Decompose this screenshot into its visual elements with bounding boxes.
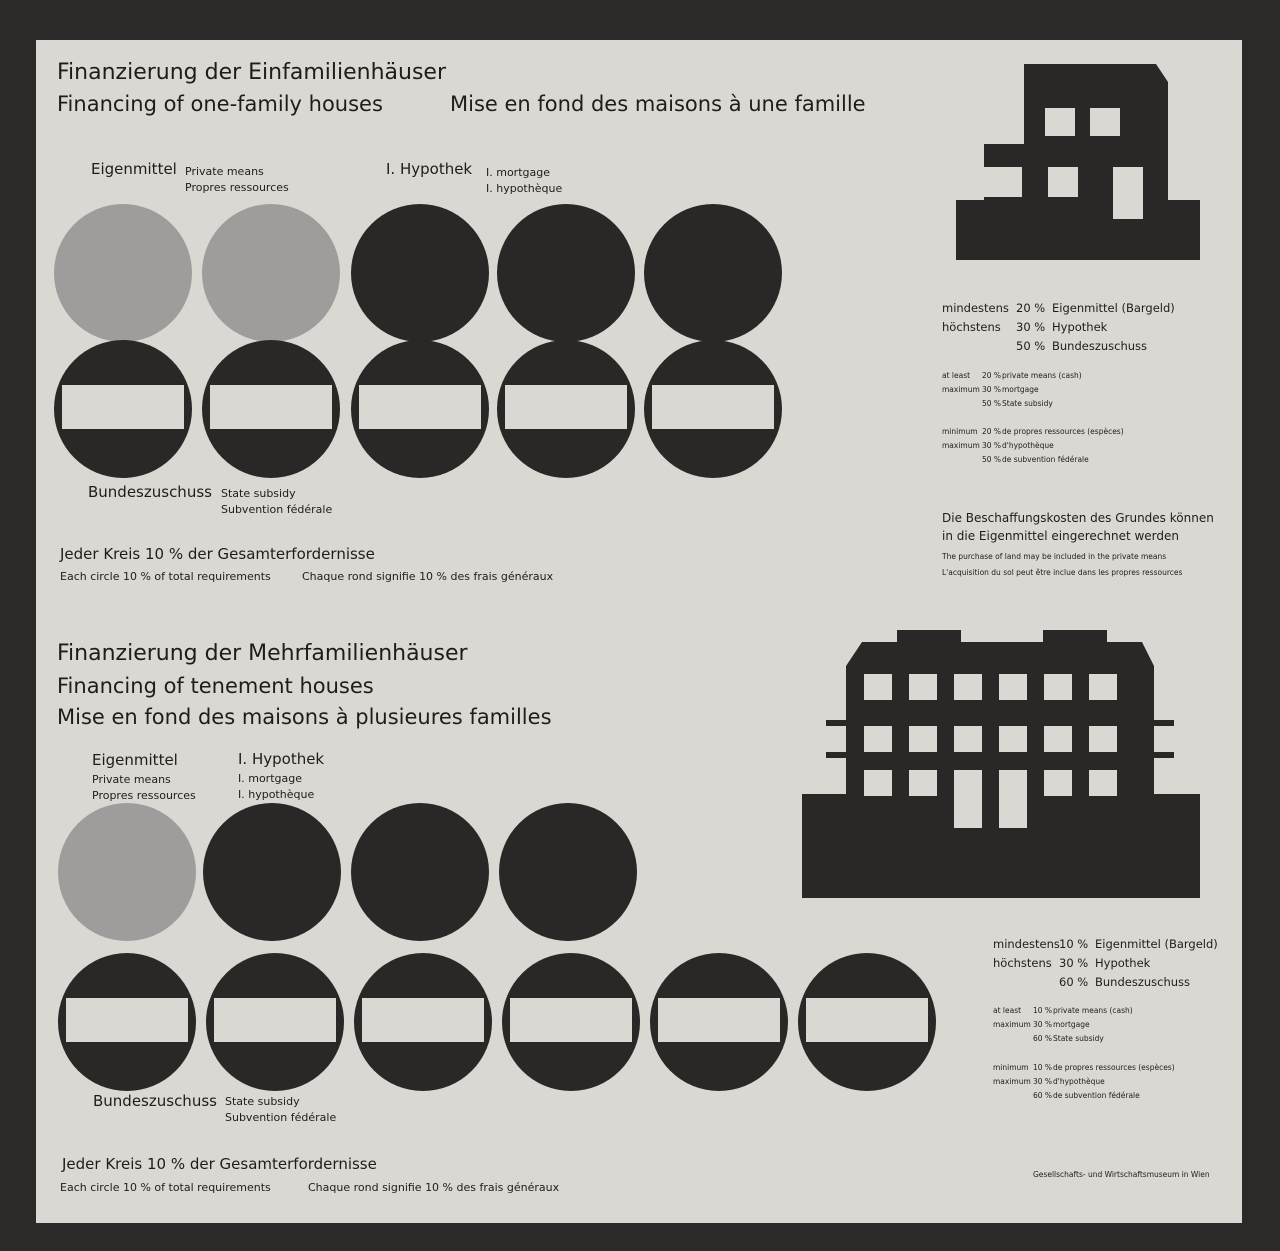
mortgage-circle	[203, 803, 341, 941]
section1-stat-fr-row	[942, 455, 1089, 464]
window-icon	[1089, 674, 1117, 700]
section1-stat-de-text: Bundeszuschuss	[1052, 339, 1148, 353]
section1-stat-de-row	[942, 320, 1107, 334]
section2-label-subsidy-de: Bundeszuschuss	[93, 1092, 217, 1110]
section2-footer-fr: Chaque rond signifie 10 % des frais généraux	[308, 1181, 560, 1194]
mortgage-circle	[351, 204, 489, 342]
section2-title-en: Financing of tenement houses	[57, 674, 374, 698]
section1-stat-de-row	[942, 301, 1175, 315]
mortgage-circle	[351, 803, 489, 941]
state-subsidy-circle	[502, 953, 640, 1091]
section2-stat-de-text: Eigenmittel (Bargeld)	[1095, 937, 1218, 951]
state-subsidy-circle	[354, 953, 492, 1091]
section1-stat-fr-label: maximum	[942, 441, 980, 450]
section2-stat-fr-label: maximum	[993, 1077, 1031, 1086]
section2-stat-de-row	[993, 956, 1150, 970]
window-icon	[1044, 770, 1072, 796]
section2-stat-fr-text: de propres ressources (espèces)	[1053, 1063, 1175, 1072]
section2-label-mortgage-fr: I. hypothèque	[238, 788, 315, 801]
window-icon	[864, 726, 892, 752]
section2-stat-en-row	[993, 1020, 1090, 1029]
window-icon	[909, 726, 937, 752]
section2-stat-fr-text: d'hypothèque	[1053, 1077, 1105, 1086]
section1-stat-en-percent: 50 %	[982, 399, 1002, 408]
section1-label-mortgage-de: I. Hypothek	[386, 160, 473, 178]
window-icon	[999, 674, 1027, 700]
mortgage-circle	[499, 803, 637, 941]
window-icon	[1044, 674, 1072, 700]
window-icon	[1044, 726, 1072, 752]
section2-stat-fr-text: de subvention fédérale	[1053, 1091, 1140, 1100]
section1-stat-fr-percent: 30 %	[982, 441, 1002, 450]
section1-title-en: Financing of one-family houses	[57, 92, 383, 116]
window-icon	[1089, 770, 1117, 796]
section1-stat-en-percent: 20 %	[982, 371, 1002, 380]
state-subsidy-circle	[644, 340, 782, 478]
window-icon	[954, 674, 982, 700]
private-means-circle	[202, 204, 340, 342]
section2-stat-en-text: State subsidy	[1053, 1034, 1104, 1043]
state-subsidy-circle	[202, 340, 340, 478]
section2-stat-fr-row	[993, 1077, 1105, 1086]
section2-stat-de-text: Bundeszuschuss	[1095, 975, 1191, 989]
section1-stat-fr-text: d'hypothèque	[1002, 441, 1054, 450]
section1-label-mortgage-en: I. mortgage	[486, 166, 550, 179]
section1-label-subsidy-de: Bundeszuschuss	[88, 483, 212, 501]
section2-stat-fr-percent: 60 %	[1033, 1091, 1053, 1100]
section2-title-de: Finanzierung der Mehrfamilienhäuser	[57, 641, 468, 666]
section2-stat-de-percent: 30 %	[1059, 956, 1089, 970]
state-subsidy-circle	[206, 953, 344, 1091]
section1-stat-en-label: at least	[942, 371, 971, 380]
section1-note-de-2: in die Eigenmittel eingerechnet werden	[942, 529, 1179, 543]
section1-stat-fr-row	[942, 441, 1054, 450]
section1-stat-en-text: private means (cash)	[1002, 371, 1082, 380]
section1-label-subsidy-fr: Subvention fédérale	[221, 503, 333, 516]
section2-label-private-de: Eigenmittel	[92, 751, 178, 769]
section2-footer-de: Jeder Kreis 10 % der Gesamterfordernisse	[62, 1155, 377, 1173]
section2-title-fr: Mise en fond des maisons à plusieures familles	[57, 705, 552, 729]
section2-stat-fr-row	[993, 1063, 1175, 1072]
section1-stat-de-row	[942, 339, 1147, 353]
section2-stat-en-percent: 60 %	[1033, 1034, 1053, 1043]
section2-stat-de-label: höchstens	[993, 956, 1052, 970]
section2-stat-de-row	[993, 975, 1190, 989]
tenement-house-icon	[802, 630, 1200, 898]
mortgage-circle	[644, 204, 782, 342]
private-means-circle	[54, 204, 192, 342]
window-icon	[864, 674, 892, 700]
section1-stat-de-percent: 30 %	[1016, 320, 1046, 334]
section1-stat-fr-row	[942, 427, 1124, 436]
section1-stat-fr-percent: 20 %	[982, 427, 1002, 436]
state-subsidy-circle	[351, 340, 489, 478]
section1-stat-en-row	[942, 385, 1039, 394]
section1-label-private-en: Private means	[185, 165, 264, 178]
state-subsidy-circle	[650, 953, 788, 1091]
window-icon	[954, 726, 982, 752]
window-icon	[999, 726, 1027, 752]
section2-stat-en-label: at least	[993, 1006, 1022, 1015]
section2-stat-en-row	[993, 1006, 1133, 1015]
section1-label-private-de: Eigenmittel	[91, 160, 177, 178]
section1-title-de: Finanzierung der Einfamilienhäuser	[57, 60, 446, 85]
section1-stat-de-label: höchstens	[942, 320, 1001, 334]
section2-label-private-en: Private means	[92, 773, 171, 786]
section1-note-fr: L'acquisition du sol peut être inclue dans les propres ressources	[942, 568, 1183, 577]
section1-stat-fr-text: de subvention fédérale	[1002, 455, 1089, 464]
museum-credit: Gesellschafts- und Wirtschaftsmuseum in Wien	[1033, 1170, 1210, 1179]
section1-footer-en: Each circle 10 % of total requirements	[60, 570, 271, 583]
section2-stat-en-text: mortgage	[1053, 1020, 1090, 1029]
section1-stat-fr-text: de propres ressources (espèces)	[1002, 427, 1124, 436]
state-subsidy-circle	[54, 340, 192, 478]
poster-sheet	[36, 40, 1242, 1223]
section1-footer-de: Jeder Kreis 10 % der Gesamterfordernisse	[60, 545, 375, 563]
window-icon	[909, 770, 937, 796]
state-subsidy-circle	[58, 953, 196, 1091]
section2-label-subsidy-en: State subsidy	[225, 1095, 300, 1108]
section1-stat-de-text: Eigenmittel (Bargeld)	[1052, 301, 1175, 315]
window-icon	[1089, 726, 1117, 752]
mortgage-circle	[497, 204, 635, 342]
section2-label-private-fr: Propres ressources	[92, 789, 196, 802]
section2-label-subsidy-fr: Subvention fédérale	[225, 1111, 337, 1124]
section2-stat-fr-percent: 30 %	[1033, 1077, 1053, 1086]
section1-note-en: The purchase of land may be included in the private means	[942, 552, 1167, 561]
section1-note-de-1: Die Beschaffungskosten des Grundes können	[942, 511, 1214, 525]
section2-stat-en-percent: 30 %	[1033, 1020, 1053, 1029]
section1-title-fr: Mise en fond des maisons à une famille	[450, 92, 866, 116]
section1-footer-fr: Chaque rond signifie 10 % des frais généraux	[302, 570, 554, 583]
section1-stat-de-percent: 20 %	[1016, 301, 1046, 315]
section1-stat-de-percent: 50 %	[1016, 339, 1046, 353]
section2-stat-en-label: maximum	[993, 1020, 1031, 1029]
section2-label-mortgage-de: I. Hypothek	[238, 750, 325, 768]
section1-stat-en-row	[942, 399, 1053, 408]
one-family-house-icon	[956, 64, 1200, 260]
section2-stat-fr-percent: 10 %	[1033, 1063, 1053, 1072]
section1-label-subsidy-en: State subsidy	[221, 487, 296, 500]
window-icon	[999, 770, 1027, 828]
section1-stat-en-text: mortgage	[1002, 385, 1039, 394]
section2-stat-en-text: private means (cash)	[1053, 1006, 1133, 1015]
section1-stat-de-label: mindestens	[942, 301, 1009, 315]
section1-label-private-fr: Propres ressources	[185, 181, 289, 194]
section2-stat-en-percent: 10 %	[1033, 1006, 1053, 1015]
section2-stat-fr-row	[993, 1091, 1140, 1100]
section1-stat-en-percent: 30 %	[982, 385, 1002, 394]
private-means-circle	[58, 803, 196, 941]
section1-stat-en-row	[942, 371, 1082, 380]
section1-label-mortgage-fr: I. hypothèque	[486, 182, 563, 195]
section1-stat-en-label: maximum	[942, 385, 980, 394]
state-subsidy-circle	[497, 340, 635, 478]
section1-stat-en-text: State subsidy	[1002, 399, 1053, 408]
section2-stat-de-row	[993, 937, 1218, 951]
section2-label-mortgage-en: I. mortgage	[238, 772, 302, 785]
section2-footer-en: Each circle 10 % of total requirements	[60, 1181, 271, 1194]
section2-stat-en-row	[993, 1034, 1104, 1043]
section1-stat-fr-label: minimum	[942, 427, 978, 436]
section2-stat-fr-label: minimum	[993, 1063, 1029, 1072]
state-subsidy-circle	[798, 953, 936, 1091]
section2-stat-de-percent: 10 %	[1059, 937, 1089, 951]
window-icon	[909, 674, 937, 700]
section2-stat-de-percent: 60 %	[1059, 975, 1089, 989]
window-icon	[864, 770, 892, 796]
window-icon	[954, 770, 982, 828]
section2-stat-de-text: Hypothek	[1095, 956, 1151, 970]
section2-stat-de-label: mindestens	[993, 937, 1060, 951]
section1-stat-fr-percent: 50 %	[982, 455, 1002, 464]
section1-stat-de-text: Hypothek	[1052, 320, 1108, 334]
